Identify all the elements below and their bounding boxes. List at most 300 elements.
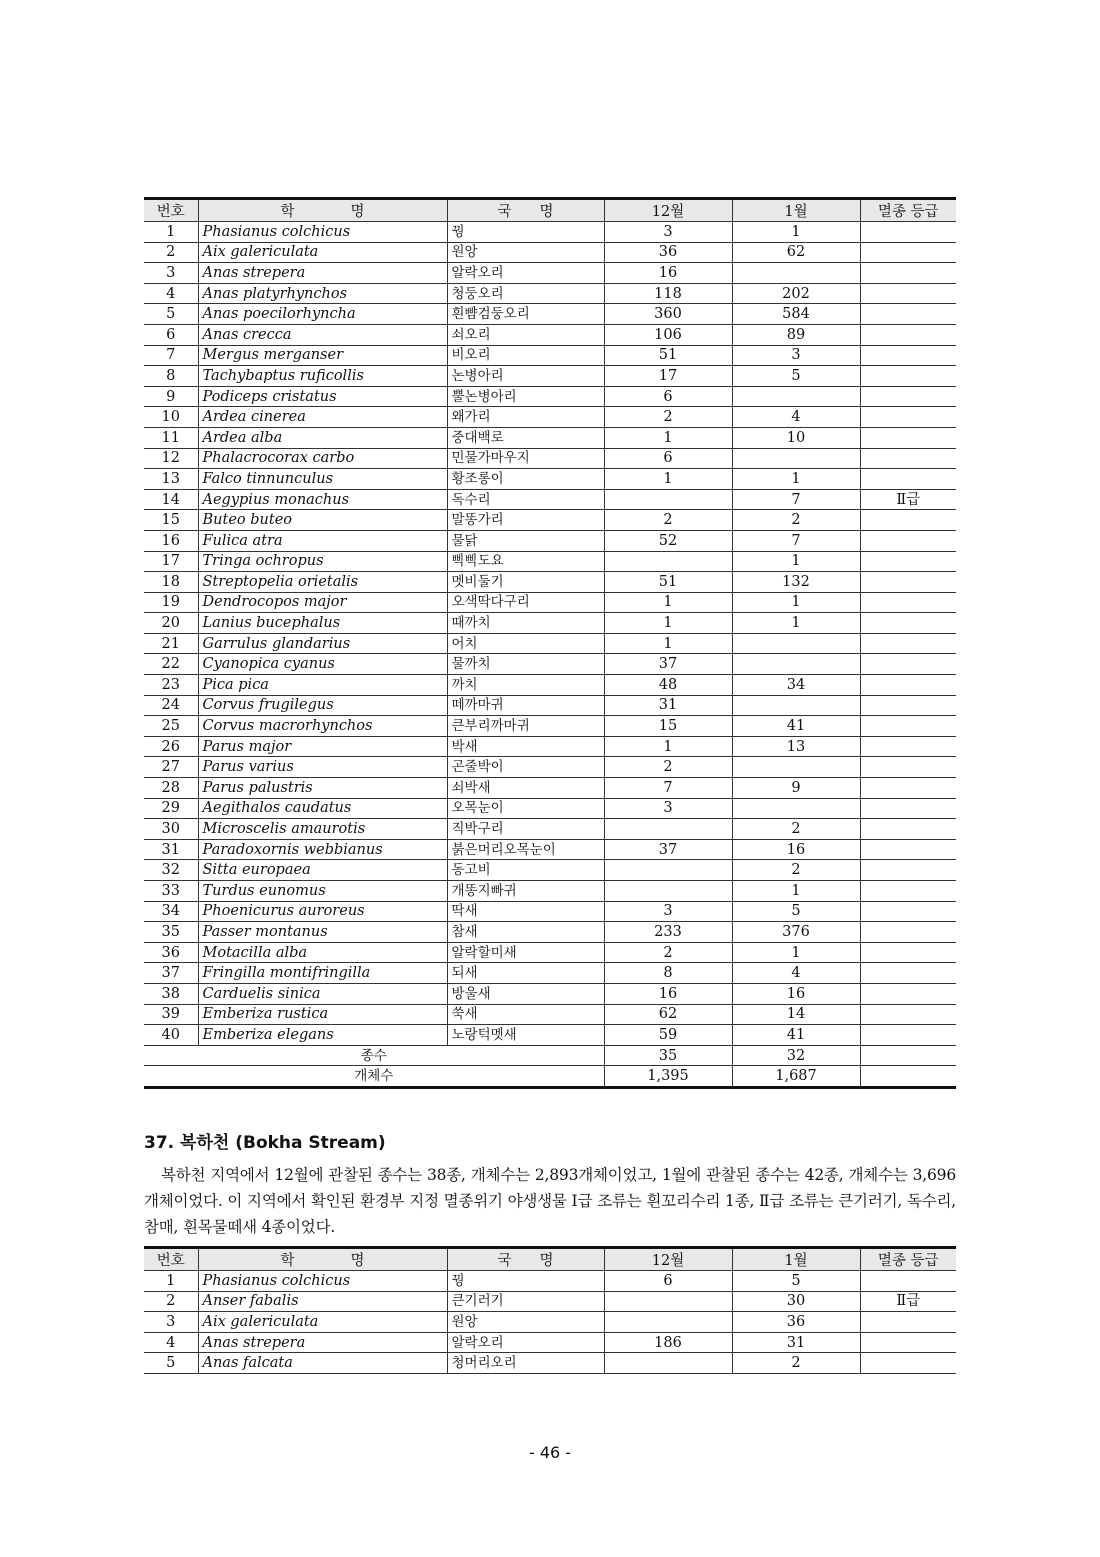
cell-scientific-name: Aegypius monachus (198, 489, 447, 510)
cell-scientific-name: Phoenicurus auroreus (198, 901, 447, 922)
table-row (144, 366, 956, 387)
cell-no: 12 (144, 448, 198, 469)
cell-korean-name: 방울새 (447, 983, 604, 1004)
cell-january: 1 (732, 551, 860, 572)
cell-no: 29 (144, 798, 198, 819)
table-row (144, 1353, 956, 1374)
cell-scientific-name: Fringilla montifringilla (198, 963, 447, 984)
cell-korean-name: 물까치 (447, 654, 604, 675)
summary-december: 35 (604, 1045, 732, 1066)
cell-scientific-name: Anas falcata (198, 1353, 447, 1374)
cell-no: 16 (144, 530, 198, 551)
cell-scientific-name: Anser fabalis (198, 1291, 447, 1312)
cell-scientific-name: Aix galericulata (198, 1312, 447, 1333)
table-row (144, 654, 956, 675)
cell-scientific-name: Anas platyrhynchos (198, 283, 447, 304)
cell-no: 4 (144, 1332, 198, 1353)
table-row (144, 283, 956, 304)
cell-december: 16 (604, 983, 732, 1004)
cell-january: 34 (732, 675, 860, 696)
table-row (144, 819, 956, 840)
cell-january (732, 633, 860, 654)
cell-scientific-name: Phasianus colchicus (198, 222, 447, 243)
cell-january: 1 (732, 613, 860, 634)
cell-december: 2 (604, 757, 732, 778)
cell-january: 14 (732, 1004, 860, 1025)
cell-no: 34 (144, 901, 198, 922)
cell-december: 16 (604, 263, 732, 284)
cell-grade (860, 283, 956, 304)
cell-january: 5 (732, 366, 860, 387)
cell-grade (860, 304, 956, 325)
cell-scientific-name: Corvus frugilegus (198, 695, 447, 716)
cell-december: 51 (604, 345, 732, 366)
section-title: 37. 복하천 (Bokha Stream) (144, 1133, 386, 1153)
cell-korean-name: 알락할미새 (447, 942, 604, 963)
cell-december: 1 (604, 592, 732, 613)
cell-december: 17 (604, 366, 732, 387)
table-row (144, 324, 956, 345)
cell-no: 28 (144, 778, 198, 799)
header-no: 번호 (144, 199, 198, 222)
cell-no: 33 (144, 881, 198, 902)
table-row (144, 695, 956, 716)
cell-december: 1 (604, 469, 732, 490)
cell-korean-name: 쇠박새 (447, 778, 604, 799)
table-header-row (144, 1248, 956, 1271)
table-row (144, 757, 956, 778)
cell-december: 6 (604, 386, 732, 407)
cell-no: 20 (144, 613, 198, 634)
cell-korean-name: 흰뺨검둥오리 (447, 304, 604, 325)
cell-scientific-name: Parus major (198, 736, 447, 757)
summary-january: 32 (732, 1045, 860, 1066)
cell-no: 9 (144, 386, 198, 407)
cell-january: 9 (732, 778, 860, 799)
cell-scientific-name: Turdus eunomus (198, 881, 447, 902)
cell-january: 4 (732, 407, 860, 428)
cell-grade (860, 881, 956, 902)
table-row (144, 798, 956, 819)
cell-scientific-name: Anas crecca (198, 324, 447, 345)
cell-no: 3 (144, 1312, 198, 1333)
table-row (144, 1271, 956, 1292)
cell-january: 2 (732, 510, 860, 531)
cell-january: 1 (732, 881, 860, 902)
cell-december: 37 (604, 839, 732, 860)
cell-january: 1 (732, 469, 860, 490)
cell-korean-name: 큰부리까마귀 (447, 716, 604, 737)
cell-no: 21 (144, 633, 198, 654)
header-december: 12월 (604, 1248, 732, 1271)
cell-january: 41 (732, 1025, 860, 1046)
cell-no: 18 (144, 572, 198, 593)
cell-no: 30 (144, 819, 198, 840)
cell-no: 5 (144, 1353, 198, 1374)
cell-grade (860, 654, 956, 675)
cell-grade (860, 675, 956, 696)
header-grade: 멸종 등급 (860, 1248, 956, 1271)
cell-scientific-name: Lanius bucephalus (198, 613, 447, 634)
cell-grade: Ⅱ급 (860, 1291, 956, 1312)
cell-january (732, 386, 860, 407)
cell-january: 132 (732, 572, 860, 593)
cell-january: 41 (732, 716, 860, 737)
table-row (144, 592, 956, 613)
cell-no: 14 (144, 489, 198, 510)
cell-scientific-name: Anas strepera (198, 1332, 447, 1353)
cell-scientific-name: Ardea alba (198, 427, 447, 448)
cell-korean-name: 뿔논병아리 (447, 386, 604, 407)
cell-korean-name: 삑삑도요 (447, 551, 604, 572)
cell-grade (860, 798, 956, 819)
cell-scientific-name: Sitta europaea (198, 860, 447, 881)
cell-no: 23 (144, 675, 198, 696)
cell-no: 1 (144, 222, 198, 243)
cell-grade (860, 345, 956, 366)
cell-korean-name: 청둥오리 (447, 283, 604, 304)
cell-december: 51 (604, 572, 732, 593)
cell-scientific-name: Phasianus colchicus (198, 1271, 447, 1292)
cell-january: 1 (732, 942, 860, 963)
cell-grade (860, 1353, 956, 1374)
table-row (144, 448, 956, 469)
cell-no: 17 (144, 551, 198, 572)
cell-korean-name: 말똥가리 (447, 510, 604, 531)
cell-grade (860, 407, 956, 428)
cell-scientific-name: Streptopelia orietalis (198, 572, 447, 593)
summary-december: 1,395 (604, 1066, 732, 1088)
cell-no: 37 (144, 963, 198, 984)
species-table-bokha (144, 1246, 956, 1374)
table-row (144, 386, 956, 407)
summary-label: 종수 (144, 1045, 604, 1066)
cell-korean-name: 쇠오리 (447, 324, 604, 345)
table-row (144, 530, 956, 551)
table-row (144, 242, 956, 263)
cell-january: 2 (732, 860, 860, 881)
header-grade: 멸종 등급 (860, 199, 956, 222)
cell-december: 52 (604, 530, 732, 551)
cell-no: 2 (144, 1291, 198, 1312)
header-january: 1월 (732, 1248, 860, 1271)
cell-december: 1 (604, 613, 732, 634)
summary-row (144, 1066, 956, 1088)
cell-korean-name: 오목눈이 (447, 798, 604, 819)
table-row (144, 901, 956, 922)
cell-korean-name: 멧비둘기 (447, 572, 604, 593)
header-no: 번호 (144, 1248, 198, 1271)
cell-december: 233 (604, 922, 732, 943)
cell-december: 15 (604, 716, 732, 737)
table-row (144, 839, 956, 860)
cell-grade (860, 386, 956, 407)
cell-korean-name: 붉은머리오목눈이 (447, 839, 604, 860)
cell-january (732, 263, 860, 284)
cell-grade (860, 778, 956, 799)
cell-grade (860, 983, 956, 1004)
cell-grade (860, 1312, 956, 1333)
table-row (144, 942, 956, 963)
cell-grade (860, 427, 956, 448)
cell-no: 4 (144, 283, 198, 304)
cell-december (604, 881, 732, 902)
cell-january: 36 (732, 1312, 860, 1333)
cell-grade (860, 839, 956, 860)
table-row (144, 633, 956, 654)
cell-december: 59 (604, 1025, 732, 1046)
cell-scientific-name: Pica pica (198, 675, 447, 696)
cell-korean-name: 논병아리 (447, 366, 604, 387)
cell-scientific-name: Carduelis sinica (198, 983, 447, 1004)
cell-korean-name: 민물가마우지 (447, 448, 604, 469)
table-row (144, 551, 956, 572)
cell-december: 1 (604, 736, 732, 757)
cell-january: 7 (732, 530, 860, 551)
table-row (144, 860, 956, 881)
cell-no: 32 (144, 860, 198, 881)
cell-no: 19 (144, 592, 198, 613)
cell-grade (860, 510, 956, 531)
cell-december: 7 (604, 778, 732, 799)
table-row (144, 736, 956, 757)
cell-korean-name: 때까치 (447, 613, 604, 634)
cell-korean-name: 물닭 (447, 530, 604, 551)
cell-scientific-name: Fulica atra (198, 530, 447, 551)
cell-grade (860, 263, 956, 284)
cell-grade (860, 1271, 956, 1292)
cell-no: 25 (144, 716, 198, 737)
cell-grade (860, 592, 956, 613)
cell-scientific-name: Emberiza elegans (198, 1025, 447, 1046)
cell-grade (860, 757, 956, 778)
table-row (144, 510, 956, 531)
cell-korean-name: 떼까마귀 (447, 695, 604, 716)
cell-january (732, 757, 860, 778)
cell-no: 10 (144, 407, 198, 428)
table-header-row (144, 199, 956, 222)
cell-january: 13 (732, 736, 860, 757)
cell-no: 6 (144, 324, 198, 345)
cell-january: 10 (732, 427, 860, 448)
cell-january: 5 (732, 1271, 860, 1292)
cell-january: 2 (732, 1353, 860, 1374)
table-row (144, 469, 956, 490)
table-row (144, 407, 956, 428)
cell-january: 16 (732, 983, 860, 1004)
cell-grade (860, 366, 956, 387)
table-row (144, 1025, 956, 1046)
cell-december: 8 (604, 963, 732, 984)
cell-no: 36 (144, 942, 198, 963)
cell-december: 2 (604, 942, 732, 963)
page-number: - 46 - (528, 1443, 572, 1462)
cell-december: 3 (604, 798, 732, 819)
cell-december (604, 489, 732, 510)
cell-grade (860, 901, 956, 922)
cell-december (604, 1312, 732, 1333)
summary-grade (860, 1045, 956, 1066)
summary-grade (860, 1066, 956, 1088)
cell-scientific-name: Passer montanus (198, 922, 447, 943)
header-january: 1월 (732, 199, 860, 222)
cell-january: 30 (732, 1291, 860, 1312)
cell-december: 118 (604, 283, 732, 304)
cell-scientific-name: Motacilla alba (198, 942, 447, 963)
table-row (144, 489, 956, 510)
cell-scientific-name: Paradoxornis webbianus (198, 839, 447, 860)
cell-scientific-name: Buteo buteo (198, 510, 447, 531)
cell-korean-name: 큰기러기 (447, 1291, 604, 1312)
cell-no: 26 (144, 736, 198, 757)
cell-scientific-name: Phalacrocorax carbo (198, 448, 447, 469)
cell-grade (860, 942, 956, 963)
cell-korean-name: 꿩 (447, 222, 604, 243)
cell-korean-name: 중대백로 (447, 427, 604, 448)
cell-scientific-name: Tachybaptus ruficollis (198, 366, 447, 387)
table-row (144, 427, 956, 448)
table-row (144, 1291, 956, 1312)
cell-no: 24 (144, 695, 198, 716)
cell-january: 62 (732, 242, 860, 263)
cell-grade (860, 222, 956, 243)
cell-january: 5 (732, 901, 860, 922)
cell-korean-name: 박새 (447, 736, 604, 757)
cell-scientific-name: Tringa ochropus (198, 551, 447, 572)
cell-grade (860, 922, 956, 943)
cell-no: 13 (144, 469, 198, 490)
cell-korean-name: 원앙 (447, 1312, 604, 1333)
cell-scientific-name: Garrulus glandarius (198, 633, 447, 654)
cell-grade (860, 1332, 956, 1353)
cell-korean-name: 참새 (447, 922, 604, 943)
cell-korean-name: 알락오리 (447, 263, 604, 284)
cell-january: 4 (732, 963, 860, 984)
cell-january: 31 (732, 1332, 860, 1353)
cell-december (604, 819, 732, 840)
cell-january: 89 (732, 324, 860, 345)
cell-december (604, 1291, 732, 1312)
cell-grade (860, 695, 956, 716)
table-row (144, 263, 956, 284)
cell-january: 202 (732, 283, 860, 304)
cell-january (732, 695, 860, 716)
cell-december: 3 (604, 222, 732, 243)
table-row (144, 983, 956, 1004)
cell-december: 36 (604, 242, 732, 263)
table-row (144, 1004, 956, 1025)
header-december: 12월 (604, 199, 732, 222)
cell-grade (860, 530, 956, 551)
cell-december: 6 (604, 1271, 732, 1292)
cell-scientific-name: Emberiza rustica (198, 1004, 447, 1025)
cell-no: 11 (144, 427, 198, 448)
cell-korean-name: 되새 (447, 963, 604, 984)
cell-january: 376 (732, 922, 860, 943)
cell-grade (860, 551, 956, 572)
cell-scientific-name: Microscelis amaurotis (198, 819, 447, 840)
cell-grade (860, 324, 956, 345)
cell-korean-name: 동고비 (447, 860, 604, 881)
cell-january: 1 (732, 222, 860, 243)
cell-december: 1 (604, 427, 732, 448)
cell-december: 6 (604, 448, 732, 469)
cell-scientific-name: Cyanopica cyanus (198, 654, 447, 675)
cell-korean-name: 어치 (447, 633, 604, 654)
cell-scientific-name: Ardea cinerea (198, 407, 447, 428)
cell-january: 16 (732, 839, 860, 860)
table-row (144, 572, 956, 593)
cell-scientific-name: Parus varius (198, 757, 447, 778)
cell-korean-name: 원앙 (447, 242, 604, 263)
section-body: 복하천 지역에서 12월에 관찰된 종수는 38종, 개체수는 2,893개체이었고, 1월에 관찰된 종수는 42종, 개체수는 3,696개체이었다. 이 지역에서 확인된 환경부 지정 멸종위기 야생생물 Ⅰ급 조류는 흰꼬리수리 1종, Ⅱ급 조류는 큰기러기, 독수리, 참매, 흰목물떼새 4종이었다. (144, 1166, 956, 1236)
header-scientific-name: 학 명 (198, 199, 447, 222)
cell-scientific-name: Aix galericulata (198, 242, 447, 263)
cell-no: 2 (144, 242, 198, 263)
cell-grade (860, 613, 956, 634)
cell-korean-name: 개똥지빠귀 (447, 881, 604, 902)
cell-grade: Ⅱ급 (860, 489, 956, 510)
species-table-prev (144, 197, 956, 1089)
table-row (144, 778, 956, 799)
cell-scientific-name: Dendrocopos major (198, 592, 447, 613)
cell-no: 40 (144, 1025, 198, 1046)
table-row (144, 963, 956, 984)
cell-january (732, 448, 860, 469)
cell-december: 37 (604, 654, 732, 675)
cell-grade (860, 736, 956, 757)
cell-no: 1 (144, 1271, 198, 1292)
summary-january: 1,687 (732, 1066, 860, 1088)
cell-no: 27 (144, 757, 198, 778)
cell-korean-name: 딱새 (447, 901, 604, 922)
cell-grade (860, 448, 956, 469)
cell-no: 38 (144, 983, 198, 1004)
cell-korean-name: 꿩 (447, 1271, 604, 1292)
cell-grade (860, 469, 956, 490)
table-row (144, 716, 956, 737)
table-row (144, 304, 956, 325)
cell-no: 22 (144, 654, 198, 675)
cell-december (604, 860, 732, 881)
cell-january (732, 798, 860, 819)
cell-no: 31 (144, 839, 198, 860)
cell-grade (860, 716, 956, 737)
cell-scientific-name: Corvus macrorhynchos (198, 716, 447, 737)
cell-december: 62 (604, 1004, 732, 1025)
cell-grade (860, 819, 956, 840)
cell-grade (860, 1025, 956, 1046)
cell-january (732, 654, 860, 675)
table-row (144, 1332, 956, 1353)
cell-december: 2 (604, 407, 732, 428)
cell-january: 7 (732, 489, 860, 510)
cell-december (604, 551, 732, 572)
header-korean-name: 국 명 (447, 1248, 604, 1271)
table-row (144, 345, 956, 366)
cell-january: 584 (732, 304, 860, 325)
cell-korean-name: 독수리 (447, 489, 604, 510)
cell-december: 48 (604, 675, 732, 696)
cell-no: 8 (144, 366, 198, 387)
cell-scientific-name: Anas poecilorhyncha (198, 304, 447, 325)
cell-december: 360 (604, 304, 732, 325)
cell-korean-name: 황조롱이 (447, 469, 604, 490)
cell-korean-name: 곤줄박이 (447, 757, 604, 778)
cell-january: 2 (732, 819, 860, 840)
table-row (144, 1312, 956, 1333)
cell-scientific-name: Mergus merganser (198, 345, 447, 366)
